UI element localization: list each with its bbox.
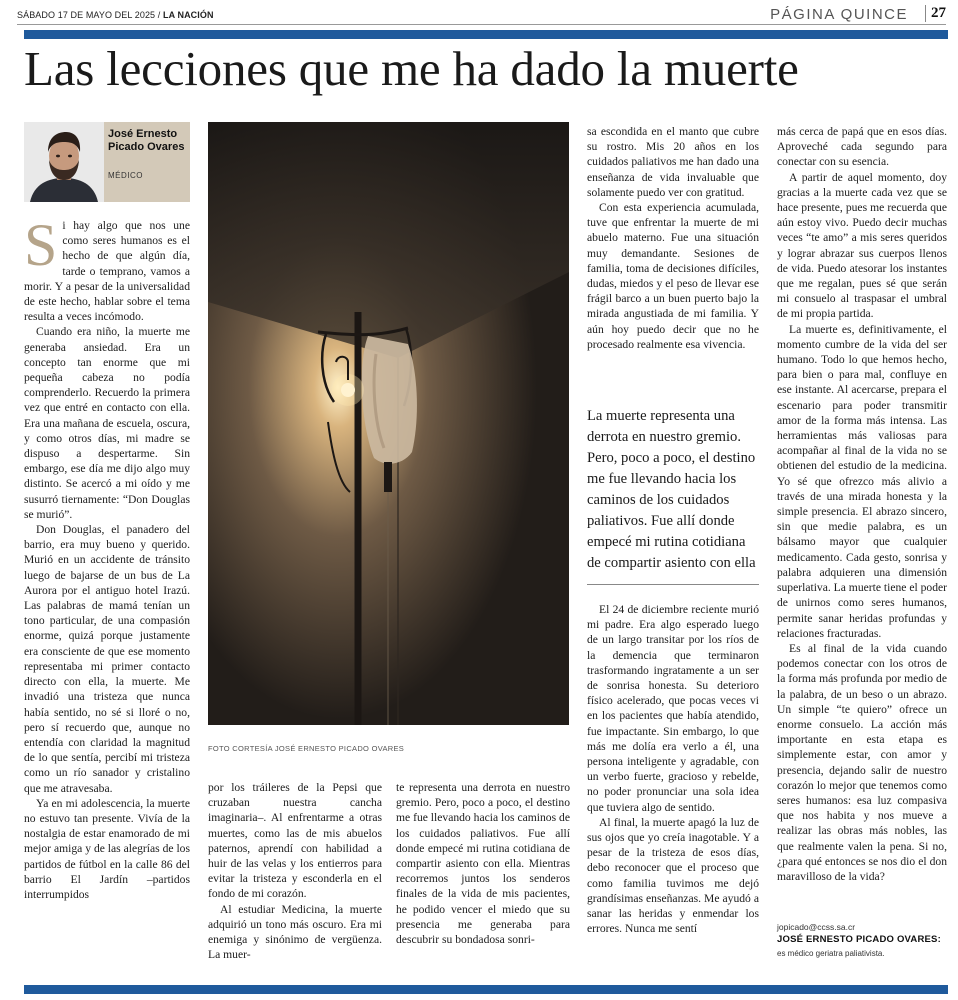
article-column-4-bottom [587,602,759,936]
paragraph: Al estudiar Medicina, la muerte adquirió un tono más oscuro. Era mi enemiga y sinónimo de vergüenza. La muer- [208,902,382,962]
paragraph: Cuando era niño, la muerte me generaba ansiedad. Era un concepto tan enorme que mi pequeña cabeza no podía comprenderlo. Recuerdo la primera vez que entré en contacto con ella. Era una mañana de escuela, oscura, y como otros días, mi madre se dispuso a despertarme. Sin embargo, ese día me dijo algo muy distinto. Se acercó a mi oído y me susurró tiernamente: “Don Douglas se murió”. [24,325,190,521]
paragraph: El 24 de diciembre reciente murió mi padre. Era algo esperado luego de un largo transitar por los ríos de la demencia que terminaron trasformando ingratamente a un ser de sonrisa honesta. Su deterioro físico acelerado, que pocas veces vi en los pacientes que había atendido, fue impactante. Sin embargo, lo que más me dolía era verlo a él, una persona inteligente y agradable, con un verbo fuerte, gracioso y rebelde, no poder pronunciar una sola idea que tuviera algo de sentido. [587,603,759,814]
page-number: 27 [925,5,946,22]
pull-quote-rule [587,584,759,585]
paragraph: Con esta experiencia acumulada, tuve que enfrentar la muerte de mi abuelo materno. Fue una situación muy demandante. Sesiones de familia, toma de decisiones difíciles, dudas, miedos y el peso de llevar ese frágil barco a un buen puerto bajo la mirada angustiada de mi familia. Y aún hoy puedo decir que no he procesado realmente esa vivencia. [587,201,759,351]
article-column-2 [208,780,382,962]
avatar [24,122,104,202]
paragraph: Es al final de la vida cuando podemos conectar con los otros de la forma más profunda por medio de la palabra, de un beso o un abrazo. Un simple “te quiero” ofrece un enorme consuelo. La acción más importante en esta etapa es simplemente estar, con amor y presencia, dejando salir de nuestro corazón lo mejor que tenemos como seres humanos: esa luz compasiva que nos habita y nos mueve a realizar las obras más nobles, las que realmente valen la pena. Si no, ¿para qué entonces se nos dio el don maravilloso de la vida? [777,641,947,883]
article-column-4-top [587,124,759,352]
date-line [17,10,214,20]
drop-cap: S [24,212,58,278]
author-role: MÉDICO [108,171,143,180]
article-column-1 [24,212,190,902]
publication-name: LA NACIÓN [163,10,214,20]
author-portrait [24,122,104,202]
section-name: PÁGINA QUINCE [770,6,908,23]
pull-quote: La muerte representa una derrota en nuestro gremio. Pero, poco a poco, el destino me fue llevando hacia los caminos de los cuidados paliativos. Fue allí donde empecé mi rutina cotidiana de compartir asiento con ella [587,408,756,571]
paragraph: Si hay algo que nos une como seres humanos es el hecho de que algún día, tarde o temprano, vamos a morir. Y a pesar de la universalidad de este hecho, hablar sobre el tema resulta a veces incómodo. [24,212,190,324]
issue-date: SÁBADO 17 DE MAYO DEL 2025 [17,10,156,20]
paragraph: te representa una derrota en nuestro gremio. Pero, poco a poco, el destino me fue llevando hacia los caminos de los cuidados paliativos. Fue allí donde empecé mi rutina cotidiana de compartir asiento con ella. Mientras recorremos juntos los senderos finales de la vida de mis pacientes, he podido vencer el miedo que su presencia me generaba para descubrir su bondadosa sonri- [396,781,570,947]
signature-name: JOSÉ ERNESTO PICADO OVARES: [777,934,941,945]
article-photo [208,122,569,725]
headline: Las lecciones que me ha dado la muerte [24,41,799,96]
article-column-5 [777,124,947,884]
paragraph: por los tráileres de la Pepsi que cruzaban nuestra cancha imaginaria–. Al enfrentarme a otras muertes, como las de mis abuelos paternos, aprendí con habilidad a huir de las velas y los entierros para evitar la tristeza y esconderla en el fondo de mi corazón. [208,781,382,901]
date-separator: / [157,10,161,20]
paragraph: Ya en mi adolescencia, la muerte no estuvo tan presente. Vivía de la nostalgia de estar enamorado de mi mejor amiga y de las alegrías de los partidos de fútbol en la calle 86 del barrio El Jardín –partidos interrumpidos [24,796,190,901]
article-column-3 [396,780,570,947]
author-name: José Ernesto Picado Ovares [108,128,185,153]
paragraph: A partir de aquel momento, doy gracias a la muerte cada vez que se hace presente, pues me recuerda que aún estoy vivo. Puedo decir muchas veces “te amo” a mis seres queridos y lograr abrazar sus cuerpos llenos de vida. Puedo atesorar los instantes que me regalan, pues sé que serán mi consuelo al traspasar el umbral de mi propia partida. [777,170,947,321]
photo-caption: FOTO CORTESÍA JOSÉ ERNESTO PICADO OVARES [208,744,405,753]
header-rule [17,24,946,25]
paragraph: más cerca de papá que en esos días. Aproveché cada segundo para conectar con su esencia. [777,125,947,169]
paragraph: La muerte es, definitivamente, el momento cumbre de la vida del ser humano. Todo lo que hemos hecho, para bien o para mal, confluye en ese instante. Al acercarse, prepara el escenario para poder transmitir amor de la forma más intensa. Las herramientas más valiosas para acompañar al final de la vida no se obtienen del estudio de la medicina. Yo sé que ofrezco más alivio a través de una mirada honesta y la simple presencia. El abrazo sincero, sin que medie palabra, es un bálsamo mayor que cualquier medicamento. Cada gesto, sonrisa y palabra adquieren una dimensión superlativa. La muerte tiene el poder de unirnos como seres humanos, permite sanar heridas profundas y relaciones fracturadas. [777,322,947,640]
iv-stand-illustration [208,122,569,725]
author-email: jopicado@ccss.sa.cr [777,922,856,932]
bottom-accent-bar [24,985,948,994]
signature-role: es médico geriatra paliativista. [777,949,885,958]
paragraph: Al final, la muerte apagó la luz de sus ojos que yo creía inagotable. Y a pesar de la tristeza de esos días, debo reconocer que el proceso que como familia tuvimos me dejó grandísimas enseñanzas. Me ayudó a sanar las heridas y enmendar los errores. Nunca me sentí [587,815,759,936]
top-accent-bar [24,30,948,39]
paragraph: Don Douglas, el panadero del barrio, era muy bueno y querido. Murió en un accidente de tránsito luego de bajarse de un bus de La Aurora por el antiguo hotel Irazú. Las palabras de mamá tenían un tono particular, de una compasión enorme, quizá porque justamente era consciente de que ese momento representaba mi primer contacto directo con ella, la muerte. Me invadió una tristeza que nunca había sentido, no sé si lloré o no, pero sí recuerdo que, aunque no entendía con claridad la magnitud de lo que sentía, percibí mi tristeza como un río sanador y cristalino que me atravesaba. [24,523,190,795]
paragraph: sa escondida en el manto que cubre su rostro. Mis 20 años en los cuidados paliativos me han dado una enseñanza de vida invaluable que solamente puedo ver con gratitud. [587,125,759,199]
